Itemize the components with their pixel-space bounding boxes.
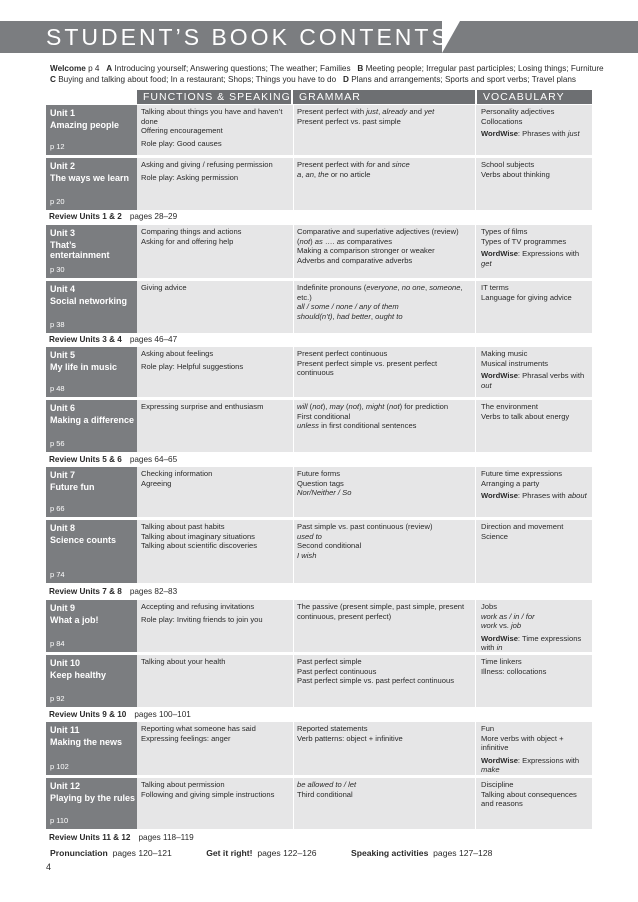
grammar-cell — [297, 227, 475, 265]
functions-item: Talking about past habits — [141, 522, 225, 531]
vocabulary-item: Making music — [481, 349, 528, 358]
unit-cell — [46, 722, 137, 775]
vocabulary-item: School subjects — [481, 160, 535, 169]
unit-row — [46, 520, 592, 583]
vocabulary-item: Illness: collocations — [481, 666, 547, 676]
vocabulary-cell — [481, 160, 589, 179]
unit-page: p 38 — [50, 320, 65, 329]
functions-item: Accepting and refusing invitations — [141, 602, 255, 611]
column-divider — [293, 520, 294, 583]
functions-item: Expressing surprise and enthusiasm — [141, 402, 264, 411]
unit-page: p 66 — [50, 504, 65, 513]
functions-item: Talking about scientific discoveries — [141, 541, 258, 551]
grammar-item: Present perfect with for and since — [297, 160, 410, 169]
vocabulary-item: Talking about consequences and reasons — [481, 789, 577, 809]
functions-item: Comparing things and actions — [141, 227, 242, 236]
review-row — [46, 453, 592, 466]
unit-number: Unit 2 — [50, 161, 76, 171]
unit-page: p 84 — [50, 639, 65, 648]
grammar-item: I wish — [297, 550, 317, 560]
functions-item: Asking and giving / refusing permission — [141, 160, 273, 169]
grammar-cell — [297, 160, 475, 179]
welcome-b-text: Meeting people; Irregular past participles; Losing things; Furniture — [365, 64, 604, 73]
get-it-right-pages: pages 122–126 — [257, 848, 317, 858]
welcome-c-text: Buying and talking about food; In a restaurant; Shops; Things you have to do — [58, 74, 337, 84]
unit-row — [46, 105, 592, 155]
review-row — [46, 708, 592, 721]
unit-cell — [46, 778, 137, 829]
unit-cell — [46, 347, 137, 397]
speaking-pages: pages 127–128 — [433, 848, 493, 858]
vocabulary-item: Collocations — [481, 116, 523, 126]
grammar-cell — [297, 349, 475, 378]
welcome-page: p 4 — [88, 64, 100, 73]
grammar-item: Question tags — [297, 478, 344, 488]
column-divider — [475, 467, 476, 517]
unit-title: Amazing people — [50, 120, 120, 130]
unit-page: p 92 — [50, 694, 65, 703]
column-divider — [293, 655, 294, 707]
grammar-cell — [297, 283, 475, 321]
grammar-item: (not) as …. as comparatives — [297, 236, 393, 246]
grammar-cell — [297, 724, 475, 743]
functions-cell — [141, 402, 293, 412]
unit-row — [46, 722, 592, 775]
review-row — [46, 585, 592, 598]
grammar-item: Verb patterns: object + infinitive — [297, 733, 403, 743]
column-divider — [475, 158, 476, 210]
grammar-item: be allowed to / let — [297, 780, 357, 789]
grammar-item: Comparative and superlative adjectives (review) — [297, 227, 459, 236]
grammar-cell — [297, 522, 475, 560]
grammar-item: used to — [297, 531, 322, 541]
unit-title: Future fun — [50, 482, 95, 492]
column-divider — [475, 347, 476, 397]
functions-item: Giving advice — [141, 283, 187, 292]
welcome-label: Welcome — [50, 64, 86, 73]
pronunciation-pages: pages 120–121 — [112, 848, 172, 858]
unit-row — [46, 655, 592, 707]
unit-title: Keep healthy — [50, 670, 107, 680]
column-divider — [293, 281, 294, 333]
review-pages: pages 82–83 — [129, 587, 178, 596]
unit-number: Unit 5 — [50, 350, 76, 360]
functions-item: Talking about permission — [141, 780, 225, 789]
unit-title: Science counts — [50, 535, 117, 545]
unit-cell — [46, 655, 137, 707]
column-divider — [475, 778, 476, 829]
unit-number: Unit 9 — [50, 603, 76, 613]
grammar-cell — [297, 602, 475, 621]
grammar-cell — [297, 402, 475, 431]
unit-title: Playing by the rules — [50, 793, 136, 803]
column-divider — [293, 225, 294, 278]
functions-cell — [141, 657, 293, 667]
vocabulary-item: IT terms — [481, 283, 509, 292]
vocabulary-item: WordWise: Expressions with get — [481, 249, 580, 268]
unit-title: The ways we learn — [50, 173, 130, 183]
vocabulary-cell — [481, 724, 589, 775]
grammar-item: Present perfect simple vs. present perfect continuous — [297, 358, 438, 378]
functions-item: Asking for and offering help — [141, 236, 234, 246]
title-banner — [0, 21, 638, 53]
vocabulary-item: WordWise: Phrases with about — [481, 491, 587, 501]
vocabulary-cell — [481, 402, 589, 421]
grammar-item: Present perfect vs. past simple — [297, 116, 401, 126]
review-label: Review Units 9 & 10 — [49, 710, 127, 719]
review-pages: pages 64–65 — [129, 455, 178, 464]
grammar-item: Reported statements — [297, 724, 368, 733]
unit-row — [46, 281, 592, 333]
grammar-item: Nor/Neither / So — [297, 488, 352, 498]
header-vocabulary: VOCABULARY — [477, 90, 592, 104]
grammar-item: Future forms — [297, 469, 341, 478]
column-divider — [475, 600, 476, 652]
grammar-item: Past perfect simple — [297, 657, 362, 666]
unit-number: Unit 4 — [50, 284, 76, 294]
unit-title: That’s entertainment — [50, 240, 110, 260]
column-divider — [475, 520, 476, 583]
banner-notch — [442, 21, 460, 53]
vocabulary-item: Direction and movement — [481, 522, 564, 531]
vocabulary-item: Time linkers — [481, 657, 522, 666]
unit-number: Unit 1 — [50, 108, 76, 118]
unit-number: Unit 10 — [50, 658, 81, 668]
grammar-item: Past perfect simple vs. past perfect continuous — [297, 676, 455, 686]
vocabulary-item: Discipline — [481, 780, 514, 789]
column-divider — [475, 105, 476, 155]
review-label: Review Units 11 & 12 — [49, 833, 131, 842]
functions-item: Offering encouragement — [141, 126, 223, 136]
unit-page: p 12 — [50, 142, 65, 151]
vocabulary-item: Musical instruments — [481, 358, 549, 368]
functions-item: Talking about your health — [141, 657, 226, 666]
functions-cell — [141, 780, 293, 799]
vocabulary-cell — [481, 349, 589, 390]
vocabulary-item: Verbs about thinking — [481, 169, 550, 179]
unit-title: My life in music — [50, 362, 118, 372]
unit-cell — [46, 158, 137, 210]
vocabulary-item: Types of films — [481, 227, 528, 236]
unit-row — [46, 467, 592, 517]
unit-cell — [46, 105, 137, 155]
review-label: Review Units 3 & 4 — [49, 335, 122, 344]
vocabulary-cell — [481, 227, 589, 268]
vocabulary-cell — [481, 780, 589, 809]
grammar-item: Third conditional — [297, 789, 353, 799]
functions-item: Role play: Good causes — [141, 138, 222, 148]
grammar-item: Past perfect continuous — [297, 666, 377, 676]
functions-cell — [141, 160, 293, 182]
review-pages: pages 28–29 — [129, 212, 178, 221]
grammar-cell — [297, 780, 475, 799]
vocabulary-item: Arranging a party — [481, 478, 540, 488]
functions-item: Following and giving simple instructions — [141, 789, 275, 799]
functions-item: Expressing feelings: anger — [141, 733, 231, 743]
grammar-item: Past simple vs. past continuous (review) — [297, 522, 433, 531]
column-divider — [475, 225, 476, 278]
welcome-line-2 — [50, 75, 625, 86]
grammar-item: should(n’t), had better, ought to — [297, 311, 403, 321]
column-divider — [293, 600, 294, 652]
vocabulary-item: WordWise: Phrases with just — [481, 129, 580, 139]
vocabulary-item: Verbs to talk about energy — [481, 411, 570, 421]
column-divider — [293, 400, 294, 452]
unit-row — [46, 778, 592, 829]
column-divider — [475, 655, 476, 707]
grammar-cell — [297, 469, 475, 498]
functions-cell — [141, 349, 293, 371]
functions-item: Agreeing — [141, 478, 172, 488]
welcome-a-text: Introducing yourself; Answering questions; The weather; Families — [114, 64, 351, 73]
review-row — [46, 333, 592, 346]
unit-row — [46, 158, 592, 210]
unit-page: p 56 — [50, 439, 65, 448]
functions-cell — [141, 283, 293, 293]
vocabulary-item: Science — [481, 531, 509, 541]
review-label: Review Units 1 & 2 — [49, 212, 122, 221]
column-divider — [293, 158, 294, 210]
grammar-cell — [297, 107, 475, 126]
welcome-line-1 — [50, 64, 625, 75]
unit-row — [46, 400, 592, 452]
welcome-b-label: B — [357, 64, 364, 73]
unit-number: Unit 8 — [50, 523, 76, 533]
unit-cell — [46, 467, 137, 517]
column-divider — [293, 722, 294, 775]
vocabulary-item: Personality adjectives — [481, 107, 555, 116]
grammar-item: Present perfect continuous — [297, 349, 388, 358]
functions-cell — [141, 469, 293, 488]
welcome-d-text: Plans and arrangements; Sports and sport verbs; Travel plans — [351, 74, 577, 84]
column-divider — [293, 778, 294, 829]
welcome-d-label: D — [343, 74, 349, 84]
welcome-section — [50, 64, 625, 85]
functions-cell — [141, 227, 293, 246]
functions-item: Talking about imaginary situations — [141, 531, 255, 541]
functions-cell — [141, 724, 293, 743]
review-row — [46, 831, 592, 844]
unit-page: p 102 — [50, 762, 69, 771]
unit-number: Unit 7 — [50, 470, 76, 480]
functions-item: Role play: Inviting friends to join you — [141, 614, 263, 624]
review-row — [46, 210, 592, 223]
unit-page: p 20 — [50, 197, 65, 206]
unit-cell — [46, 400, 137, 452]
vocabulary-item: work as / in / for — [481, 611, 535, 621]
get-it-right-label: Get it right! — [206, 848, 253, 858]
vocabulary-item: WordWise: Time expressions with in — [481, 633, 582, 653]
unit-cell — [46, 225, 137, 278]
grammar-item: unless in first conditional sentences — [297, 421, 417, 431]
page-title: STUDENT’S BOOK CONTENTS — [46, 24, 450, 50]
unit-number: Unit 12 — [50, 781, 81, 791]
functions-cell — [141, 522, 293, 551]
grammar-cell — [297, 657, 475, 686]
functions-cell — [141, 602, 293, 624]
unit-cell — [46, 281, 137, 333]
unit-cell — [46, 600, 137, 652]
vocabulary-item: More verbs with object + infinitive — [481, 733, 564, 753]
column-divider — [475, 400, 476, 452]
functions-item: Asking about feelings — [141, 349, 214, 358]
review-pages: pages 100–101 — [134, 710, 191, 719]
unit-number: Unit 3 — [50, 228, 76, 238]
unit-number: Unit 6 — [50, 403, 76, 413]
vocabulary-item: The environment — [481, 402, 538, 411]
unit-row — [46, 600, 592, 652]
column-divider — [475, 281, 476, 333]
grammar-item: The passive (present simple, past simple, present continuous, present perfect) — [297, 602, 465, 621]
unit-title: Making a difference — [50, 415, 135, 425]
column-divider — [293, 105, 294, 155]
unit-title: Making the news — [50, 737, 123, 747]
vocabulary-item: Future time expressions — [481, 469, 563, 478]
header-grammar: GRAMMAR — [293, 90, 475, 104]
review-pages: pages 118–119 — [138, 833, 194, 842]
functions-item: Role play: Asking permission — [141, 172, 239, 182]
vocabulary-item: Jobs — [481, 602, 498, 611]
speaking-label: Speaking activities — [350, 848, 429, 858]
unit-page: p 48 — [50, 384, 65, 393]
vocabulary-item: Language for giving advice — [481, 292, 572, 302]
grammar-item: a, an, the or no article — [297, 169, 371, 179]
vocabulary-cell — [481, 657, 589, 676]
vocabulary-cell — [481, 469, 589, 501]
functions-item: Reporting what someone has said — [141, 724, 256, 733]
vocabulary-item: WordWise: Phrasal verbs with out — [481, 371, 585, 390]
functions-item: Talking about things you have and haven’t done — [141, 107, 283, 126]
unit-number: Unit 11 — [50, 725, 80, 735]
functions-cell — [141, 107, 293, 148]
unit-page: p 74 — [50, 570, 65, 579]
vocabulary-item: WordWise: Expressions with make — [481, 755, 580, 775]
grammar-item: Indefinite pronouns (everyone, no one, someone, etc.) — [297, 283, 463, 302]
grammar-item: will (not), may (not), might (not) for prediction — [297, 402, 449, 411]
unit-page: p 30 — [50, 265, 65, 274]
unit-title: What a job! — [50, 615, 99, 625]
header-functions: FUNCTIONS & SPEAKING — [137, 90, 291, 104]
vocabulary-cell — [481, 107, 589, 139]
grammar-item: First conditional — [297, 411, 351, 421]
unit-title: Social networking — [50, 296, 128, 306]
vocabulary-cell — [481, 602, 589, 653]
vocabulary-item: Fun — [481, 724, 495, 733]
grammar-item: Present perfect with just, already and yet — [297, 107, 435, 116]
unit-row — [46, 347, 592, 397]
grammar-item: Adverbs and comparative adverbs — [297, 255, 413, 265]
vocabulary-item: work vs. job — [481, 621, 522, 631]
unit-page: p 110 — [50, 816, 69, 825]
vocabulary-cell — [481, 522, 589, 541]
review-label: Review Units 7 & 8 — [49, 587, 122, 596]
unit-cell — [46, 520, 137, 583]
footer-links — [50, 848, 524, 858]
welcome-a-label: A — [106, 64, 113, 73]
page-number: 4 — [46, 862, 52, 872]
functions-item: Checking information — [141, 469, 213, 478]
vocabulary-cell — [481, 283, 589, 302]
grammar-item: all / some / none / any of them — [297, 302, 399, 312]
vocabulary-item: Types of TV programmes — [481, 236, 567, 246]
column-divider — [293, 467, 294, 517]
welcome-c-label: C — [50, 74, 56, 84]
grammar-item: Second conditional — [297, 541, 362, 551]
grammar-item: Making a comparison stronger or weaker — [297, 246, 435, 256]
unit-row — [46, 225, 592, 278]
pronunciation-label: Pronunciation — [50, 848, 108, 858]
review-label: Review Units 5 & 6 — [49, 455, 122, 464]
review-pages: pages 46–47 — [129, 335, 178, 344]
column-divider — [293, 347, 294, 397]
column-divider — [475, 722, 476, 775]
functions-item: Role play: Helpful suggestions — [141, 361, 244, 371]
